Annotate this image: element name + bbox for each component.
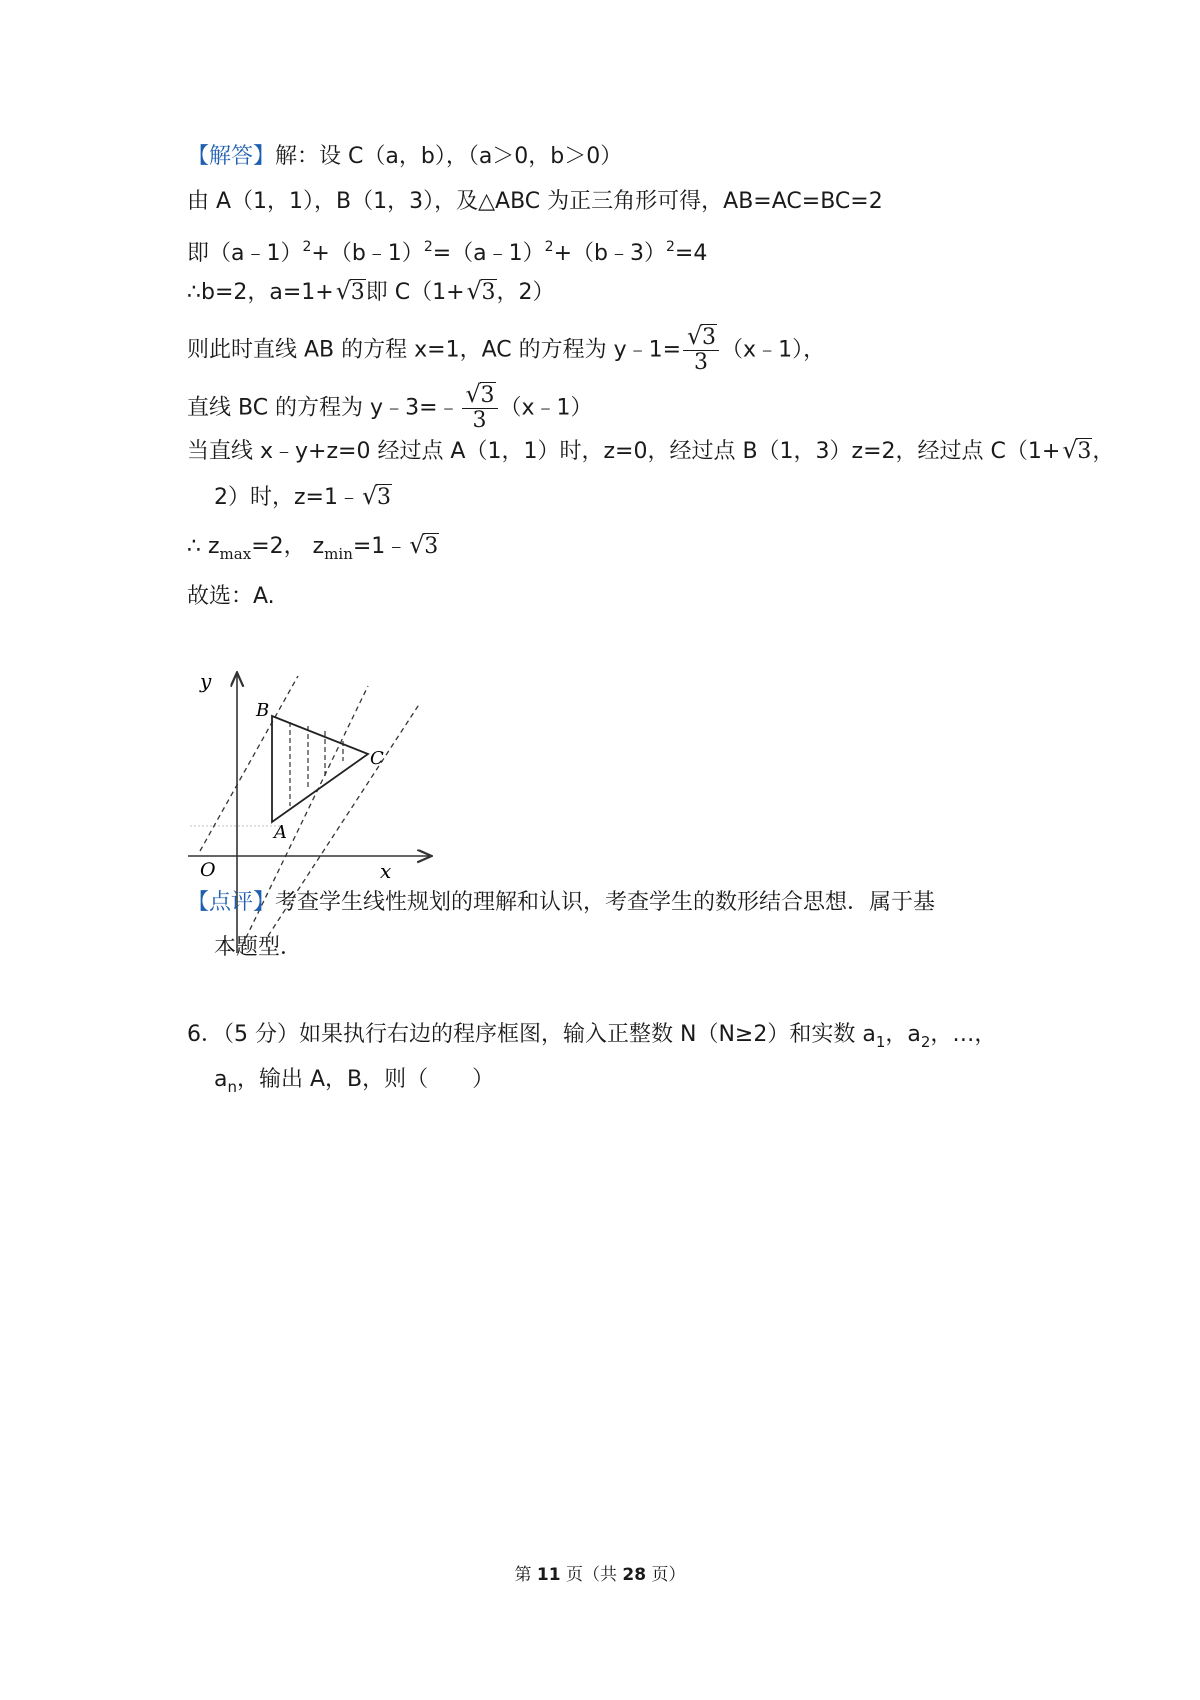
sqrt-3: √ 3 — [336, 278, 366, 308]
comment-tag: 【点评】 — [187, 890, 276, 915]
answer-tag: 【解答】 — [187, 144, 276, 169]
answer-line-9: ∴ $z_{max}=2$， $z_{min}=1﹣√$ 3 — [187, 532, 439, 569]
question-line-1: 6．（5 分）如果执行右边的程序框图，输入正整数 N（N≥2）和实数 $a_1$，$a_2$，…， — [187, 1022, 997, 1051]
answer-line-3: 即（a﹣1）$^2$+（b﹣1）$^2$=（a﹣1）$^2$+（b﹣3）$^2$=4 — [187, 239, 708, 266]
comment-line-2: 本题型． — [214, 935, 303, 960]
sqrt-3: √ 3 — [467, 278, 497, 308]
comment-line-1: 【点评】考查学生线性规划的理解和认识，考查学生的数形结合思想．属于基 — [187, 890, 936, 915]
sqrt-3: √ 3 — [1062, 437, 1092, 467]
answer-line-5: 则此时直线 AB 的方程 x=1，AC 的方程为 y﹣1= √ $\frac{3}{3}$ （x﹣1）， — [187, 326, 825, 375]
sqrt-3: √ 3 — [362, 483, 392, 513]
point-a-label: A — [274, 822, 287, 843]
answer-line-4: ∴b=2，a=1+√ 3即 C（1+√ 3，2） — [187, 278, 555, 308]
triangle-abc — [272, 716, 368, 822]
answer-line-10: 故选：A. — [187, 584, 275, 609]
answer-line-8: 2）时，z=1﹣√ 3 — [214, 483, 392, 513]
answer-line-6: 直线 BC 的方程为 y﹣3=﹣ √ $\frac{3}{3}$ （x﹣1） — [187, 384, 593, 433]
point-b-label: B — [256, 700, 270, 721]
fraction: √ $\frac{3}{3}$ — [683, 326, 719, 375]
y-axis-label: y — [200, 669, 212, 693]
x-axis-label: x — [380, 859, 392, 883]
page-footer: 第 11 页（共 28 页） — [514, 1565, 686, 1585]
point-c-label: C — [370, 748, 384, 769]
fraction: √ $\frac{3}{3}$ — [462, 384, 498, 433]
answer-line-2: 由 A（1，1），B（1，3），及△ABC 为正三角形可得，AB=AC=BC=2 — [187, 189, 883, 214]
origin-label: O — [200, 859, 216, 881]
answer-line-1: 【解答】解：设 C（a，b），（a＞0，b＞0） — [187, 144, 623, 169]
sqrt-3: √ 3 — [409, 532, 439, 562]
answer-line-7: 当直线 x﹣y+z=0 经过点 A（1，1）时，z=0，经过点 B（1，3）z=2，经过点 C（1+√ 3， — [187, 437, 1114, 467]
question-line-2: $a_n$，输出 A，B，则（ ） — [214, 1067, 495, 1096]
